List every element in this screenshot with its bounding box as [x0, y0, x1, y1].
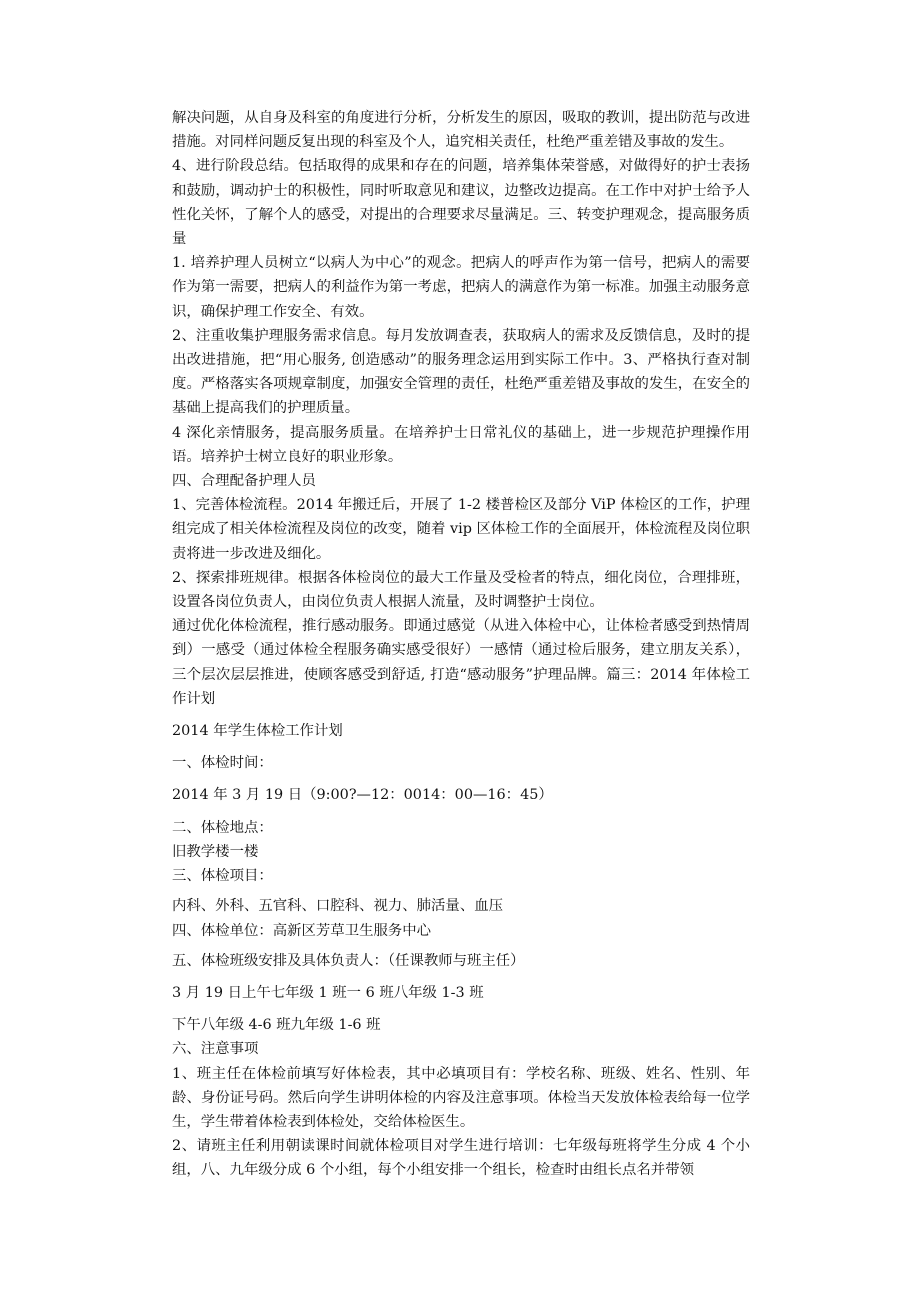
paragraph-problem-solving: 解决问题，从自身及科室的角度进行分析，分析发生的原因，吸取的教训，提出防范与改进措施。对同样问题反复出现的科室及个人，追究相关责任，杜绝严重差错及事故的发生。 [172, 110, 750, 151]
note-item-2: 2、请班主任利用朝读课时间就体检项目对学生进行培训：七年级每班将学生分成 4 个小组，八、九年级分成 6 个小组，每个小组安排一个组长，检查时由组长点名并带领 [172, 1138, 750, 1179]
paragraph-patient-centered: 1. 培养护理人员树立“以病人为中心”的观念。把病人的呼声作为第一信号，把病人的需要作为第一需要，把病人的利益作为第一考虑，把病人的满意作为第一标准。加强主动服务意识，确保护理工作安全、有效。 [172, 255, 750, 320]
paragraph-scheduling: 2、探索排班规律。根据各体检岗位的最大工作量及受检者的特点，细化岗位，合理排班，设置各岗位负责人，由岗位负责人根据人流量，及时调整护士岗位。 [172, 569, 750, 611]
paragraph-touching-service: 通过优化体检流程，推行感动服务。即通过感觉（从进入体检中心，让体检者感受到热情周到）一感受（通过体检全程服务确实感受很好）一感情（通过检后服务，建立朋友关系），三个层次层层推进，使顾客感受到舒适, 打造“感动服务”护理品牌。篇三：2014 年体检工作计划 [172, 618, 750, 707]
morning-schedule: 3 月 19 日上午七年级 1 班一 6 班八年级 1-3 班 [172, 984, 484, 1001]
heading-exam-time: 一、体检时间： [172, 755, 273, 772]
paragraph-deepen-service: 4 深化亲情服务，提高服务质量。在培养护士日常礼仪的基础上，进一步规范护理操作用语。培养护士树立良好的职业形象。 [172, 424, 750, 465]
afternoon-schedule: 下午八年级 4-6 班九年级 1-6 班 [172, 1017, 381, 1034]
paragraph-exam-process: 1、完善体检流程。2014 年搬迁后，开展了 1-2 楼普检区及部分 ViP 体检区的工作，护理组完成了相关体检流程及岗位的改变，随着 vip 区体检工作的全面展开，体检流程及岗位职责将进一步改进及细化。 [172, 497, 750, 562]
heading-class-arrangement: 五、体检班级安排及具体负责人：（任课教师与班主任） [172, 952, 525, 969]
exam-time-value: 2014 年 3 月 19 日（9:00?—12：0014：00—16：45） [172, 787, 553, 804]
heading-notes: 六、注意事项 [172, 1041, 259, 1058]
exam-items-value: 内科、外科、五官科、口腔科、视力、肺活量、血压 [172, 898, 503, 915]
document-subtitle: 2014 年学生体检工作计划 [172, 723, 343, 740]
heading-exam-location: 二、体检地点： [172, 819, 273, 836]
exam-location-value: 旧教学楼一楼 [172, 843, 259, 860]
note-item-1: 1、班主任在体检前填写好体检表，其中必填项目有：学校名称、班级、姓名、性别、年龄、身份证号码。然后向学生讲明体检的内容及注意事项。体检当天发放体检表给每一位学生，学生带着体检表到体检处，交给体检医生。 [172, 1065, 750, 1130]
heading-exam-items: 三、体检项目： [172, 868, 273, 885]
paragraph-stage-summary: 4、进行阶段总结。包括取得的成果和存在的问题，培养集体荣誉感，对做得好的护士表扬和鼓励，调动护士的积极性，同时听取意见和建议，边整改边提高。在工作中对护士给予人性化关怀，了解个人的感受，对提出的合理要求尽量满足。三、转变护理观念，提高服务质量 [172, 158, 750, 248]
exam-unit: 四、体检单位：高新区芳草卫生服务中心 [172, 922, 432, 939]
document-page [172, 106, 750, 1183]
paragraph-service-needs: 2、注重收集护理服务需求信息。每月发放调查表，获取病人的需求及反馈信息，及时的提出改进措施，把“用心服务, 创造感动”的服务理念运用到实际工作中。3、严格执行查对制度。严格落实各项规章制度，加强安全管理的责任，杜绝严重差错及事故的发生，在安全的基础上提高我们的护理质量。 [172, 327, 750, 417]
section-heading-staffing: 四、合理配备护理人员 [172, 473, 316, 490]
